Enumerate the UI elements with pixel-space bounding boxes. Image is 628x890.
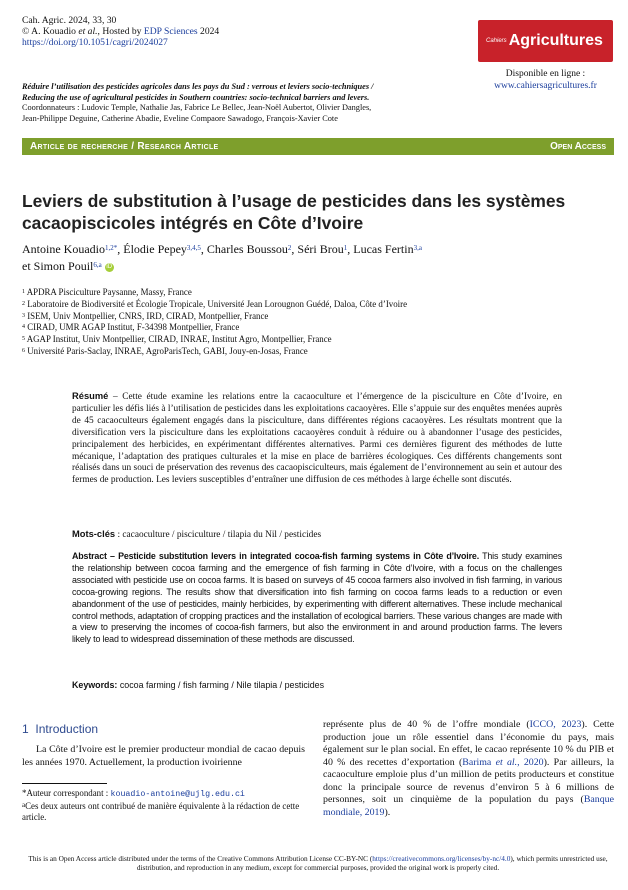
series-title-en: Reducing the use of agricultural pesticides in Southern countries: socio-technical barriers and levers. [22, 92, 370, 102]
author: Antoine Kouadio$^{1,2*}$ [22, 242, 118, 256]
author: Lucas Fertin$^{3,a}$ [353, 242, 422, 256]
email-link[interactable]: kouadio-antoine@ujlg.edu.ci [110, 790, 245, 799]
journal-citation: Cah. Agric. 2024, 33, 30 [22, 15, 117, 26]
journal-logo[interactable] [478, 20, 613, 62]
citation-link[interactable]: ICCO, 2023 [529, 719, 582, 730]
author: Élodie Pepey$^{3,4,5}$ [123, 242, 201, 256]
intro-column-right: représente plus de 40 % de l’offre mondiale (ICCO, 2023). Cette production joue un rôle essentiel dans l’économie du pays, mais également sur le plan social. En effet, le cacao représente 10 % du PIB et 40 % des recettes d’exportation (Barima et al., 2020). Par ailleurs, la cacaoculture emploie plus d’un million de petits producteurs et constitue donc la principale source de revenus d’environ 5 à 6 millions de personnes, soit un cinquième de la population du pays (Banque mondiale, 2019). [323, 719, 614, 818]
article-type: Article de recherche / Research Article [30, 141, 219, 152]
special-issue-info [22, 82, 492, 124]
corresponding-author: *Auteur correspondant : kouadio-antoine@ujlg.edu.ci [22, 788, 245, 799]
edp-link[interactable]: EDP Sciences [143, 26, 198, 37]
affiliations [22, 287, 612, 358]
coordinators: Coordonnateurs : Ludovic Temple, Nathalie Jas, Fabrice Le Bellec, Jean-Noël Aubertot, Olivier Dangles, [22, 103, 372, 113]
resume-fr: Résumé – Cette étude examine les relations entre la cacaoculture et l’émergence de la pisciculture en Côte d’Ivoire, en particulier les défis liés à l’utilisation de pesticides dans les exploitations cacaoyères. Elle s’appuie sur des enquêtes menées auprès de 45 cacaoculteurs également engagés dans la pisciculture, dans différentes régions cacaoyères. Les résultats montrent que la diversification vers la pisciculture dans les exploitations cacaoyères conduit à réduire ou à abandonner l’usage des pesticides, principalement des herbicides, en expérimentant différentes alternatives. Parmi ces dernières figurent des méthodes de lutte mécanique, l’adaptation des pratiques culturales et la mise en place de barrières écologiques. Ces différents changements sont réalisés dans un souci de préservation des revenus des cacaopisciculteurs, mais également de l’environnement au sein et autour des fermes de production. Les leviers susceptibles d’entraîner une diffusion de ces méthodes à large échelle sont discutés. [72, 391, 563, 486]
citation-link[interactable]: Barima et al., 2020 [462, 756, 544, 768]
mots-cles: Mots-clés : cacaoculture / pisciculture / tilapia du Nil / pesticides [72, 529, 322, 540]
author-list: Antoine Kouadio$^{1,2*}$, Élodie Pepey$^{3,4,5}$, Charles Boussou$^2$, Séri Brou$^1$, Lucas Fertin$^{3,a}$ et Simon Pouil$^{6,a}$ iD [22, 242, 422, 273]
copyright-line: © A. Kouadio et al., Hosted by EDP Sciences 2024 [22, 26, 220, 37]
license-notice: This is an Open Access article distributed under the terms of the Creative Commons Attribution License CC-BY-NC (https://creativecommons.org/licenses/by-nc/4.0), which permits unrestricted use, distribution, and reproduction in any medium, except for commercial purposes, provided the original work is properly cited. [28, 854, 608, 873]
equal-contribution-note: $^a$Ces deux auteurs ont contribué de manière équivalente à la rédaction de cette article. [22, 800, 300, 822]
logo-small-text: Cahiers [486, 38, 507, 44]
license-link[interactable]: https://creativecommons.org/licenses/by-nc/4.0 [372, 854, 511, 863]
author: Séri Brou$^1$ [297, 242, 348, 256]
journal-website-link[interactable]: www.cahiersagricultures.fr [494, 81, 597, 91]
affiliation-item: $^5$ AGAP Institut, Univ Montpellier, CIRAD, INRAE, Institut Agro, Montpellier, France [22, 334, 332, 345]
affiliation-item: $^2$ Laboratoire de Biodiversité et Écologie Tropicale, Université Jean Lorougnon Guédé, Daloa, Côte d’Ivoire [22, 298, 408, 309]
author: Charles Boussou$^2$ [206, 242, 292, 256]
affiliation-item: $^3$ ISEM, Univ Montpellier, CNRS, IRD, CIRAD, Montpellier, France [22, 310, 269, 321]
affiliation-item: $^1$ APDRA Pisciculture Paysanne, Massy, France [22, 287, 192, 297]
affiliation-item: $^6$ Université Paris-Saclay, INRAE, AgroParisTech, GABI, Jouy-en-Josas, France [22, 345, 308, 356]
journal-header [22, 15, 402, 48]
abstract-en: Abstract – Pesticide substitution levers in integrated cocoa-fish farming systems in Côte d’Ivoire. This study examines the relationship between cocoa farming and the emergence of fish farming in Côte d’Ivoire, with a focus on the challenges associated with pesticide use on cocoa farms. It is based on surveys of 45 cocoa farmers also involved in fish farming, in various cocoa-growing regions. The results show that diversification into fish farming on cocoa farms leads to a reduction or even abandonment of the use of pesticides, mainly herbicides, by experimenting with different alternatives. These include mechanical control methods, adaptation of cropping practices and the installation of ecological barriers. These various changes are made with a view to preserving the incomes of cocoa-fish farmers, but also the environment in and around production farms. The levers likely to lead to widespread dissemination of these methods are discussed. [72, 551, 562, 645]
open-access-badge: Open Access [550, 141, 606, 152]
article-type-banner [22, 138, 614, 155]
logo-big-text: Agricultures [508, 32, 603, 49]
series-title-fr: Réduire l’utilisation des pesticides agricoles dans les pays du Sud : verrous et leviers socio-techniques / [22, 82, 374, 91]
coordinators-cont: Jean-Philippe Deguine, Catherine Abadie, Eveline Compaore Sawadogo, François-Xavier Cote [22, 113, 338, 123]
section-heading-introduction: 1 Introduction [22, 722, 99, 736]
orcid-icon[interactable]: iD [106, 263, 113, 270]
author: Simon Pouil$^{6,a}$ [33, 259, 102, 273]
article-title: Leviers de substitution à l’usage de pesticides dans les systèmes cacaopiscicoles intégrés en Côte d’Ivoire [22, 191, 566, 233]
intro-column-left: La Côte d’Ivoire est le premier producteur mondial de cacao depuis les années 1970. Actuellement, la production ivoirienne [22, 744, 305, 768]
footnotes [22, 788, 305, 824]
footnote-rule [22, 783, 107, 784]
affiliation-item: $^4$ CIRAD, UMR AGAP Institut, F-34398 Montpellier, France [22, 322, 240, 333]
doi-link[interactable]: https://doi.org/10.1051/cagri/2024027 [22, 37, 168, 48]
citation-link[interactable]: Banque mondiale, 2019 [323, 794, 614, 818]
online-availability: Disponible en ligne : www.cahiersagricultures.fr [494, 69, 597, 91]
keywords-en: Keywords: cocoa farming / fish farming / Nile tilapia / pesticides [72, 680, 325, 690]
